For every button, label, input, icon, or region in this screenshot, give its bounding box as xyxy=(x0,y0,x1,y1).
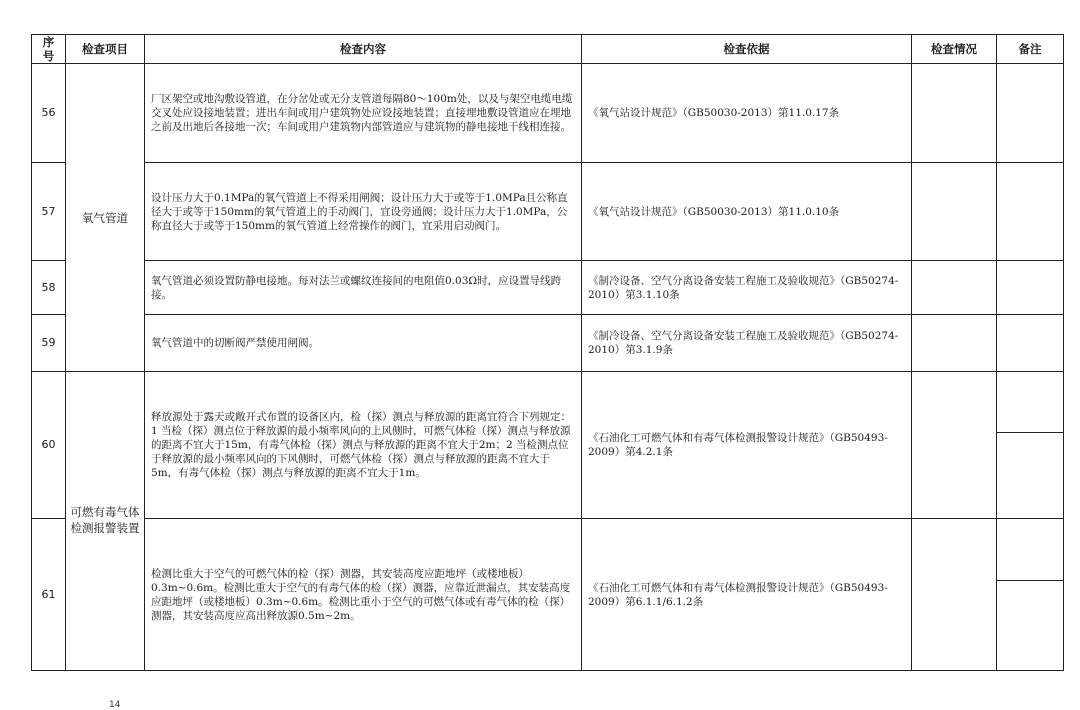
row-remark-cell[interactable] xyxy=(997,64,1064,163)
header-item: 检查项目 xyxy=(66,35,145,64)
row-content: 氧气管道必须设置防静电接地。每对法兰或螺纹连接间的电阻值0.03Ω时，应设置导线跨接。 xyxy=(145,261,582,315)
item-oxygen-pipeline: 氧气管道 xyxy=(66,64,145,372)
row-index: 57 xyxy=(32,163,66,261)
table-row xyxy=(32,163,1064,261)
header-content: 检查内容 xyxy=(145,35,582,64)
table-row xyxy=(32,372,1064,433)
table-row xyxy=(32,519,1064,581)
table-header-row xyxy=(32,35,1064,64)
header-status: 检查情况 xyxy=(912,35,997,64)
row-remark-cell[interactable] xyxy=(997,581,1064,671)
row-remark-cell[interactable] xyxy=(997,315,1064,372)
row-index: 56 xyxy=(32,64,66,163)
row-index: 61 xyxy=(32,519,66,671)
row-remark-cell[interactable] xyxy=(997,261,1064,315)
row-status-cell[interactable] xyxy=(912,315,997,372)
row-status-cell[interactable] xyxy=(912,163,997,261)
row-basis: 《制冷设备、空气分离设备安装工程施工及验收规范》（GB50274-2010）第3.1.9条 xyxy=(582,315,912,372)
row-index: 60 xyxy=(32,372,66,519)
row-content: 氧气管道中的切断阀严禁使用闸阀。 xyxy=(145,315,582,372)
item-gas-detection xyxy=(66,372,145,671)
table-row xyxy=(32,261,1064,315)
row-basis: 《石油化工可燃气体和有毒气体检测报警设计规范》（GB50493-2009）第6.1.1/6.1.2条 xyxy=(582,519,912,671)
row-status-cell[interactable] xyxy=(912,372,997,519)
row-content: 设计压力大于0.1MPa的氧气管道上不得采用闸阀；设计压力大于或等于1.0MPa且公称直径大于或等于150mm的氧气管道上的手动阀门，宜设旁通阀；设计压力大于1.0MPa，公称直径大于或等于150mm的氧气管道上经常操作的阀门，宜采用启动阀门。 xyxy=(145,163,582,261)
header-index: 序号 xyxy=(32,35,66,64)
row-status-cell[interactable] xyxy=(912,519,997,671)
page-number: 14 xyxy=(109,700,121,710)
row-content: 厂区架空或地沟敷设管道，在分岔处或无分支管道每隔80～100m处，以及与架空电缆电缆交叉处应设接地装置；进出车间或用户建筑物处应设接地装置；直接埋地敷设管道应在埋地之前及出地后各接地一次；车间或用户建筑物内部管道应与建筑物的静电接地干线相连接。 xyxy=(145,64,582,163)
item-gas-detection-label: 可燃有毒气体检测报警装置 xyxy=(70,505,140,535)
header-remark: 备注 xyxy=(997,35,1064,64)
row-basis: 《石油化工可燃气体和有毒气体检测报警设计规范》（GB50493-2009）第4.2.1条 xyxy=(582,372,912,519)
row-remark-cell[interactable] xyxy=(997,433,1064,519)
header-basis: 检查依据 xyxy=(582,35,912,64)
row-content: 检测比重大于空气的可燃气体的检（探）测器，其安装高度应距地坪（或楼地板）0.3m~0.6m。检测比重大于空气的有毒气体的检（探）测器，应靠近泄漏点，其安装高度应距地坪（或楼地板）0.3m~0.6m。检测比重小于空气的可燃气体或有毒气体的检（探）测器，其安装高度应高出释放源0.5m~2m。 xyxy=(145,519,582,671)
inspection-table xyxy=(31,34,1064,671)
table-row xyxy=(32,315,1064,372)
row-remark-cell[interactable] xyxy=(997,519,1064,581)
row-basis: 《氧气站设计规范》（GB50030-2013）第11.0.17条 xyxy=(582,64,912,163)
row-status-cell[interactable] xyxy=(912,261,997,315)
table-row xyxy=(32,64,1064,163)
row-index: 59 xyxy=(32,315,66,372)
row-remark-cell[interactable] xyxy=(997,372,1064,433)
row-basis: 《氧气站设计规范》（GB50030-2013）第11.0.10条 xyxy=(582,163,912,261)
row-content: 释放源处于露天或敞开式布置的设备区内，检（探）测点与释放源的距离宜符合下列规定：1 当检（探）测点位于释放源的最小频率风向的上风侧时，可燃气体检（探）测点与释放源的距离不宜大于15m，有毒气体检（探）测点与释放源的距离不宜大于2m；2 当检测点位于释放源的最小频率风向的下风侧时，可燃气体检（探）测点与释放源的距离不宜大于5m，有毒气体检（探）测点与释放源的距离不宜大于1m。 xyxy=(145,372,582,519)
row-remark-cell[interactable] xyxy=(997,163,1064,261)
row-status-cell[interactable] xyxy=(912,64,997,163)
row-index: 58 xyxy=(32,261,66,315)
row-basis: 《制冷设备、空气分离设备安装工程施工及验收规范》（GB50274-2010）第3.1.10条 xyxy=(582,261,912,315)
